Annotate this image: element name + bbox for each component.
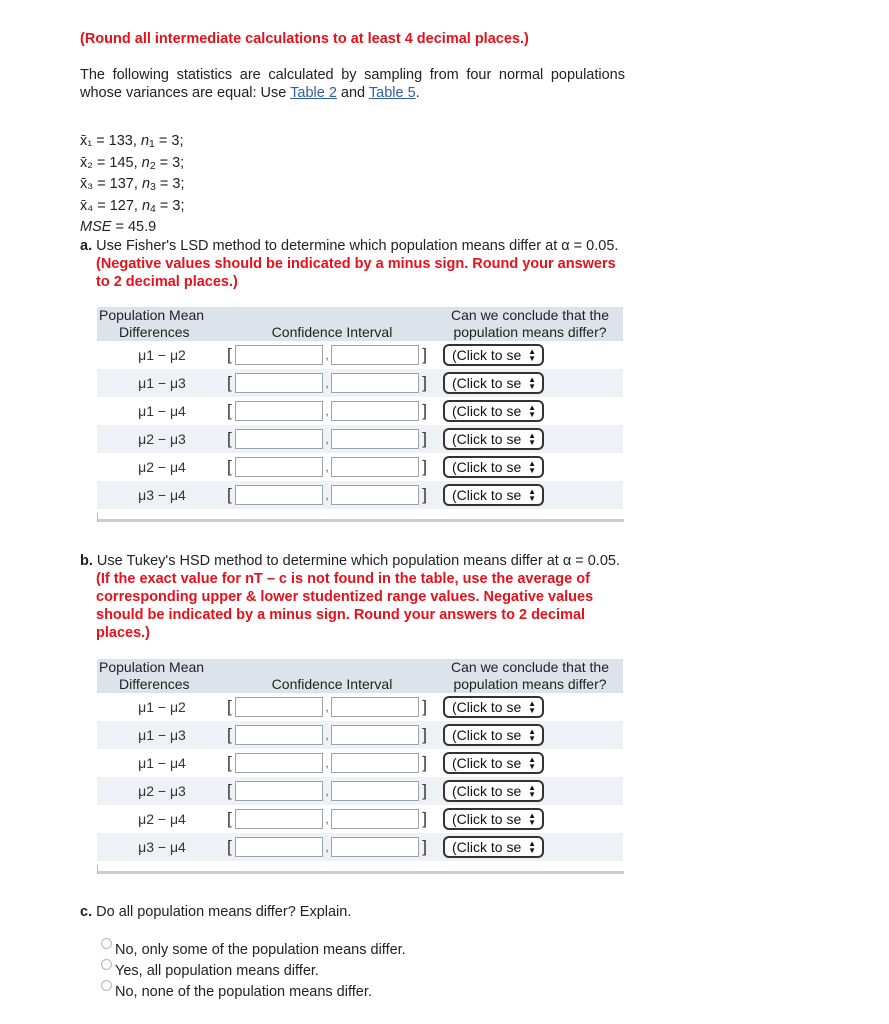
n-4-symbol: n [141, 197, 151, 214]
close-bracket: ] [422, 345, 427, 364]
table-row [97, 777, 623, 805]
updown-arrows-icon: ▲ ▼ [528, 783, 536, 799]
mean-pair-label [97, 425, 227, 453]
conclusion-select[interactable] [443, 752, 544, 774]
updown-arrows-icon: ▲ ▼ [528, 431, 536, 447]
intro-text: The following statistics are calculated by sampling from four normal populations whose variances are equal: Use [80, 67, 625, 101]
confidence-interval [227, 453, 437, 481]
xbar-2-value: = 145, [96, 154, 138, 171]
stat-line-4 [80, 197, 185, 219]
radio-some-differ[interactable] [101, 938, 112, 949]
table-row [97, 749, 623, 777]
comma: , [325, 700, 329, 714]
minus-sign: − [157, 755, 167, 771]
close-bracket: ] [422, 753, 427, 772]
table-row [97, 721, 623, 749]
mean-pair-label [97, 805, 227, 833]
confidence-interval [227, 833, 437, 861]
stat-line-2 [80, 154, 185, 176]
hsd-table [97, 659, 623, 861]
conclusion-cell [437, 369, 623, 397]
n-1-value: = 3; [158, 133, 184, 149]
mse-line [80, 218, 185, 237]
confidence-interval [227, 481, 437, 509]
confidence-interval [227, 721, 437, 749]
select-label: (Click to se [452, 403, 522, 419]
select-label: (Click to se [452, 811, 522, 827]
problem-intro [80, 66, 625, 102]
ci-lower-input[interactable] [235, 697, 323, 717]
mean-b: μ4 [169, 403, 186, 419]
table-row [97, 481, 623, 509]
mean-a: μ2 [138, 459, 155, 475]
option-all-differ[interactable] [101, 963, 319, 979]
ci-lower-input[interactable] [235, 457, 323, 477]
conclusion-select[interactable] [443, 836, 544, 858]
close-bracket: ] [422, 837, 427, 856]
comma: , [325, 460, 329, 474]
select-label: (Click to se [452, 727, 522, 743]
conclusion-select[interactable] [443, 344, 544, 366]
close-bracket: ] [422, 697, 427, 716]
n-1-symbol: n [140, 133, 150, 149]
n-4-value: = 3; [159, 197, 185, 214]
mean-b: μ3 [169, 431, 186, 447]
close-bracket: ] [422, 401, 427, 420]
header-ci: Confidence Interval [227, 307, 437, 341]
rounding-instruction: (Round all intermediate calculations to at least 4 decimal places.) [80, 31, 529, 47]
mean-b: μ4 [169, 755, 186, 771]
select-label: (Click to se [452, 783, 522, 799]
ci-lower-input[interactable] [235, 809, 323, 829]
mean-a: μ3 [138, 839, 155, 855]
mean-a: μ1 [138, 727, 155, 743]
hsd-table-header [97, 659, 623, 693]
comma: , [325, 376, 329, 390]
confidence-interval [227, 425, 437, 453]
table-row [97, 341, 623, 369]
confidence-interval [227, 397, 437, 425]
open-bracket: [ [227, 401, 232, 420]
intro-and: and [340, 85, 366, 101]
part-b-letter: b. [80, 553, 93, 569]
mean-b: μ3 [169, 783, 186, 799]
updown-arrows-icon: ▲ ▼ [528, 727, 536, 743]
open-bracket: [ [227, 781, 232, 800]
comma: , [325, 756, 329, 770]
conclusion-cell [437, 425, 623, 453]
conclusion-select[interactable] [443, 400, 544, 422]
mean-pair-label [97, 369, 227, 397]
open-bracket: [ [227, 345, 232, 364]
updown-arrows-icon: ▲ ▼ [528, 755, 536, 771]
open-bracket: [ [227, 753, 232, 772]
lsd-table-header [97, 307, 623, 341]
select-label: (Click to se [452, 459, 522, 475]
table-row [97, 833, 623, 861]
xbar-3: x̄₃ [80, 176, 94, 192]
mean-a: μ1 [138, 699, 155, 715]
option-none-differ[interactable] [101, 984, 372, 1000]
mean-pair-label [97, 397, 227, 425]
confidence-interval [227, 805, 437, 833]
ci-lower-input[interactable] [235, 753, 323, 773]
option-all-differ-label: Yes, all population means differ. [115, 963, 319, 979]
conclusion-select[interactable] [443, 456, 544, 478]
header-pop-line2: Differences [119, 324, 190, 340]
part-c-letter: c. [80, 904, 93, 920]
ci-upper-input[interactable] [331, 345, 419, 365]
confidence-interval [227, 341, 437, 369]
conclusion-select[interactable] [443, 696, 544, 718]
confidence-interval [227, 369, 437, 397]
close-bracket: ] [422, 809, 427, 828]
minus-sign: − [157, 403, 167, 419]
header-pop-diff [97, 307, 227, 341]
lsd-table [97, 307, 623, 509]
ci-upper-input[interactable] [331, 485, 419, 505]
conclusion-cell [437, 693, 623, 721]
mean-a: μ1 [138, 755, 155, 771]
xbar-2: x̄₂ [80, 154, 93, 171]
part-a-text: Use Fisher's LSD method to determine which population means differ at α = 0.05. [96, 238, 619, 254]
header-pop-line1: Population Mean [99, 307, 205, 323]
conclusion-cell [437, 481, 623, 509]
ci-lower-input[interactable] [235, 345, 323, 365]
xbar-1: x̄₁ [80, 133, 93, 149]
mean-b: μ3 [169, 375, 186, 391]
minus-sign: − [157, 431, 167, 447]
stat-line-3 [80, 175, 185, 197]
minus-sign: − [157, 487, 167, 503]
updown-arrows-icon: ▲ ▼ [528, 699, 536, 715]
radio-all-differ[interactable] [101, 959, 112, 970]
ci-upper-input[interactable] [331, 781, 419, 801]
ci-lower-input[interactable] [235, 725, 323, 745]
xbar-1-value: = 133, [96, 133, 137, 149]
mean-a: μ1 [138, 347, 155, 363]
close-bracket: ] [422, 485, 427, 504]
comma: , [325, 404, 329, 418]
ci-upper-input[interactable] [331, 373, 419, 393]
table-2-link[interactable]: Table 2 [290, 85, 337, 101]
option-some-differ-label: No, only some of the population means differ. [115, 942, 406, 958]
updown-arrows-icon: ▲ ▼ [528, 839, 536, 855]
mean-pair-label [97, 833, 227, 861]
minus-sign: − [157, 783, 167, 799]
lsd-table-divider [97, 519, 624, 522]
table-row [97, 453, 623, 481]
open-bracket: [ [227, 373, 232, 392]
n-3-symbol: n [141, 176, 151, 192]
header-conclude-line2: population means differ? [453, 676, 607, 692]
updown-arrows-icon: ▲ ▼ [528, 403, 536, 419]
minus-sign: − [157, 727, 167, 743]
option-none-differ-label: No, none of the population means differ. [115, 984, 372, 1000]
conclusion-select[interactable] [443, 724, 544, 746]
conclusion-cell [437, 341, 623, 369]
open-bracket: [ [227, 429, 232, 448]
header-ci: Confidence Interval [227, 659, 437, 693]
ci-upper-input[interactable] [331, 401, 419, 421]
minus-sign: − [157, 347, 167, 363]
conclusion-cell [437, 749, 623, 777]
conclusion-select[interactable] [443, 428, 544, 450]
minus-sign: − [157, 839, 167, 855]
conclusion-select[interactable] [443, 372, 544, 394]
comma: , [325, 432, 329, 446]
open-bracket: [ [227, 837, 232, 856]
select-label: (Click to se [452, 755, 522, 771]
stat-line-1 [80, 132, 185, 154]
part-b-text: Use Tukey's HSD method to determine which population means differ at α = 0.05. [96, 553, 621, 569]
mean-a: μ3 [138, 487, 155, 503]
select-label: (Click to se [452, 487, 522, 503]
conclusion-select[interactable] [443, 484, 544, 506]
table-5-link[interactable]: Table 5 [368, 85, 416, 101]
updown-arrows-icon: ▲ ▼ [528, 487, 536, 503]
ci-lower-input[interactable] [235, 373, 323, 393]
mean-b: μ4 [169, 487, 186, 503]
option-some-differ[interactable] [101, 942, 406, 958]
mean-b: μ4 [169, 459, 186, 475]
conclusion-cell [437, 397, 623, 425]
open-bracket: [ [227, 725, 232, 744]
conclusion-cell [437, 777, 623, 805]
ci-lower-input[interactable] [235, 401, 323, 421]
header-pop-line1: Population Mean [99, 659, 205, 675]
close-bracket: ] [422, 725, 427, 744]
mean-a: μ1 [138, 403, 155, 419]
ci-lower-input[interactable] [235, 781, 323, 801]
mean-pair-label [97, 721, 227, 749]
updown-arrows-icon: ▲ ▼ [528, 811, 536, 827]
mean-b: μ4 [169, 839, 186, 855]
minus-sign: − [157, 459, 167, 475]
header-pop-diff [97, 659, 227, 693]
mean-pair-label [97, 693, 227, 721]
xbar-3-value: = 137, [97, 176, 138, 192]
radio-none-differ[interactable] [101, 980, 112, 991]
mean-pair-label [97, 777, 227, 805]
comma: , [325, 728, 329, 742]
mean-pair-label [97, 341, 227, 369]
select-label: (Click to se [452, 431, 522, 447]
open-bracket: [ [227, 485, 232, 504]
mean-b: μ2 [169, 347, 186, 363]
table-row [97, 425, 623, 453]
select-label: (Click to se [452, 375, 522, 391]
mse-value: = 45.9 [115, 219, 157, 235]
part-b-note: (If the exact value for nT – c is not found in the table, use the average of corresponding upper & lower studentized range values. Negative values should be indicated by a minus sign. Round your answers to 2 decimal places.) [96, 571, 594, 641]
select-label: (Click to se [452, 839, 522, 855]
ci-upper-input[interactable] [331, 725, 419, 745]
n-4-subscript: 4 [150, 202, 156, 215]
table-row [97, 369, 623, 397]
close-bracket: ] [422, 373, 427, 392]
mean-pair-label [97, 481, 227, 509]
part-a-question [80, 237, 625, 291]
part-c-question [80, 904, 351, 920]
conclusion-select[interactable] [443, 808, 544, 830]
comma: , [325, 488, 329, 502]
minus-sign: − [157, 811, 167, 827]
header-pop-line2: Differences [119, 676, 190, 692]
conclusion-cell [437, 453, 623, 481]
header-conclude [437, 659, 623, 693]
open-bracket: [ [227, 809, 232, 828]
header-conclude-line1: Can we conclude that the [451, 307, 609, 323]
ci-upper-input[interactable] [331, 753, 419, 773]
xbar-4-value: = 127, [97, 197, 138, 214]
confidence-interval [227, 749, 437, 777]
mean-a: μ1 [138, 375, 155, 391]
conclusion-cell [437, 833, 623, 861]
mean-b: μ2 [169, 699, 186, 715]
ci-upper-input[interactable] [331, 809, 419, 829]
confidence-interval [227, 693, 437, 721]
minus-sign: − [157, 699, 167, 715]
n-1-subscript: 1 [149, 138, 155, 150]
comma: , [325, 840, 329, 854]
mean-a: μ2 [138, 431, 155, 447]
select-label: (Click to se [452, 699, 522, 715]
table-row [97, 397, 623, 425]
close-bracket: ] [422, 457, 427, 476]
n-2-symbol: n [141, 154, 150, 171]
table-row [97, 693, 623, 721]
part-a-note: (Negative values should be indicated by a minus sign. Round your answers to 2 decimal places.) [96, 256, 616, 290]
mean-b: μ3 [169, 727, 186, 743]
minus-sign: − [157, 375, 167, 391]
n-2-value: = 3; [159, 154, 185, 171]
updown-arrows-icon: ▲ ▼ [528, 459, 536, 475]
ci-upper-input[interactable] [331, 429, 419, 449]
n-3-subscript: 3 [150, 181, 156, 193]
mean-pair-label [97, 453, 227, 481]
n-3-value: = 3; [159, 176, 185, 192]
ci-lower-input[interactable] [235, 837, 323, 857]
part-c-text: Do all population means differ? Explain. [96, 904, 352, 920]
ci-lower-input[interactable] [235, 429, 323, 449]
close-bracket: ] [422, 429, 427, 448]
comma: , [325, 812, 329, 826]
mean-a: μ2 [138, 811, 155, 827]
comma: , [325, 784, 329, 798]
ci-upper-input[interactable] [331, 837, 419, 857]
ci-upper-input[interactable] [331, 697, 419, 717]
sample-statistics [80, 132, 185, 237]
header-conclude [437, 307, 623, 341]
mean-b: μ4 [169, 811, 186, 827]
hsd-table-divider [97, 871, 624, 874]
xbar-4: x̄₄ [80, 197, 94, 214]
part-b-question [80, 552, 625, 642]
conclusion-cell [437, 721, 623, 749]
header-conclude-line2: population means differ? [453, 324, 607, 340]
confidence-interval [227, 777, 437, 805]
intro-end: . [415, 85, 420, 101]
part-a-letter: a. [80, 238, 93, 254]
n-2-subscript: 2 [149, 159, 156, 172]
table-row [97, 805, 623, 833]
mean-a: μ2 [138, 783, 155, 799]
select-label: (Click to se [452, 347, 522, 363]
mse-label: MSE [80, 219, 112, 235]
close-bracket: ] [422, 781, 427, 800]
comma: , [325, 348, 329, 362]
updown-arrows-icon: ▲ ▼ [528, 347, 536, 363]
header-conclude-line1: Can we conclude that the [451, 659, 609, 675]
mean-pair-label [97, 749, 227, 777]
ci-lower-input[interactable] [235, 485, 323, 505]
conclusion-cell [437, 805, 623, 833]
conclusion-select[interactable] [443, 780, 544, 802]
open-bracket: [ [227, 457, 232, 476]
ci-upper-input[interactable] [331, 457, 419, 477]
open-bracket: [ [227, 697, 232, 716]
updown-arrows-icon: ▲ ▼ [528, 375, 536, 391]
